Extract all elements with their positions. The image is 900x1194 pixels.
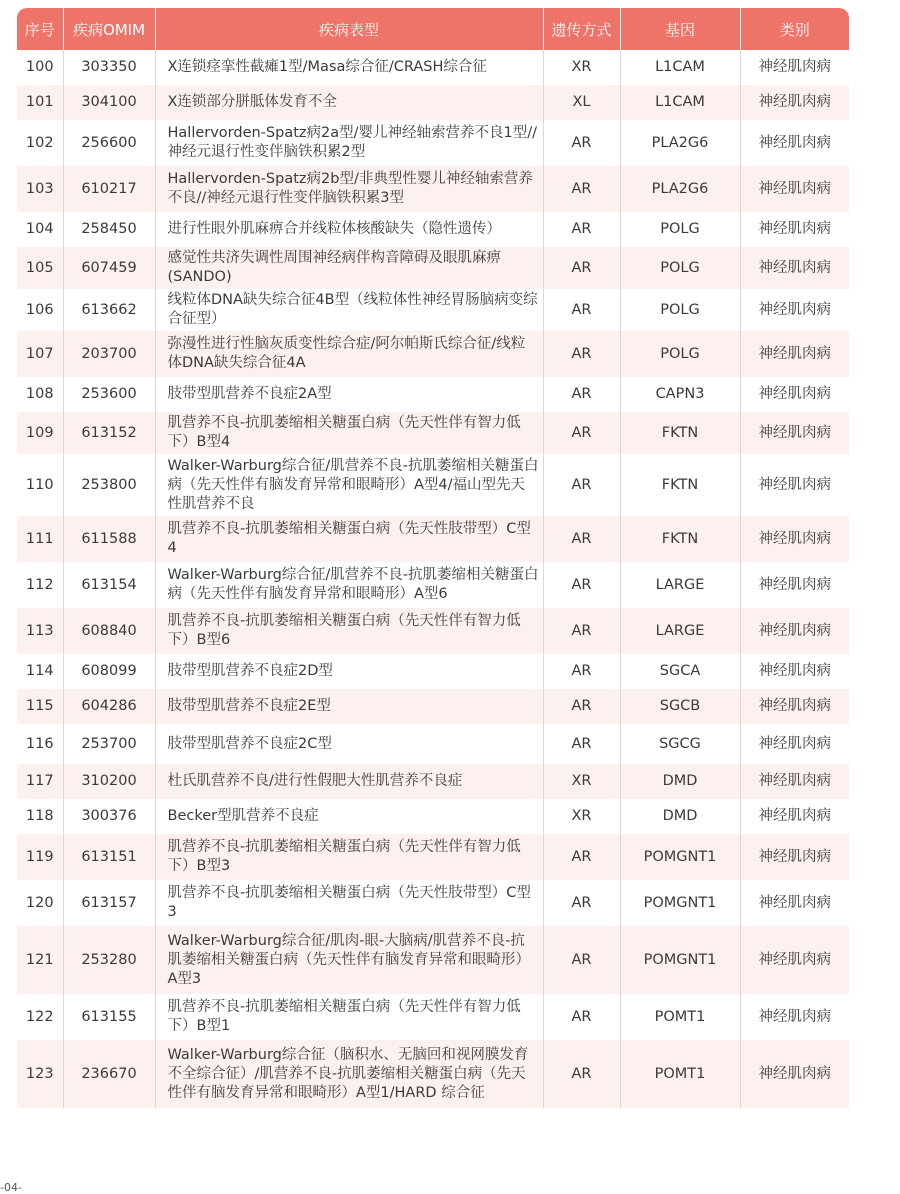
table-row [17, 724, 849, 764]
cell-inheritance: AR [543, 926, 620, 994]
cell-index: 106 [17, 289, 63, 331]
cell-inheritance: AR [543, 834, 620, 880]
table-row [17, 608, 849, 654]
cell-index: 118 [17, 799, 63, 834]
cell-phenotype: 肢带型肌营养不良症2A型 [155, 377, 543, 412]
cell-inheritance: AR [543, 331, 620, 377]
cell-category: 神经肌肉病 [740, 764, 849, 799]
cell-inheritance: AR [543, 412, 620, 454]
header-omim: 疾病OMIM [63, 8, 155, 50]
cell-category: 神经肌肉病 [740, 120, 849, 166]
cell-category: 神经肌肉病 [740, 608, 849, 654]
cell-inheritance: AR [543, 247, 620, 289]
cell-phenotype: 弥漫性进行性脑灰质变性综合症/阿尔帕斯氏综合征/线粒体DNA缺失综合征4A [155, 331, 543, 377]
cell-omim: 253600 [63, 377, 155, 412]
cell-gene: SGCG [620, 724, 740, 764]
cell-inheritance: XR [543, 50, 620, 85]
cell-phenotype: Walker-Warburg综合征/肌营养不良-抗肌萎缩相关糖蛋白病（先天性伴有脑发育异常和眼畸形）A型4/福山型先天性肌营养不良 [155, 454, 543, 516]
cell-category: 神经肌肉病 [740, 377, 849, 412]
cell-gene: PLA2G6 [620, 120, 740, 166]
table-row [17, 247, 849, 289]
cell-index: 115 [17, 689, 63, 724]
cell-category: 神经肌肉病 [740, 212, 849, 247]
table-row [17, 212, 849, 247]
disease-table-container [17, 8, 849, 1108]
cell-gene: POLG [620, 331, 740, 377]
cell-gene: POLG [620, 289, 740, 331]
table-row [17, 880, 849, 926]
cell-gene: POMT1 [620, 994, 740, 1040]
cell-gene: LARGE [620, 608, 740, 654]
cell-phenotype: 进行性眼外肌麻痹合并线粒体核酸缺失（隐性遗传） [155, 212, 543, 247]
cell-index: 108 [17, 377, 63, 412]
cell-omim: 256600 [63, 120, 155, 166]
cell-index: 117 [17, 764, 63, 799]
cell-gene: CAPN3 [620, 377, 740, 412]
header-phenotype: 疾病表型 [155, 8, 543, 50]
cell-gene: FKTN [620, 412, 740, 454]
cell-phenotype: 肌营养不良-抗肌萎缩相关糖蛋白病（先天性伴有智力低下）B型6 [155, 608, 543, 654]
cell-category: 神经肌肉病 [740, 799, 849, 834]
table-row [17, 412, 849, 454]
table-row [17, 454, 849, 516]
cell-index: 123 [17, 1040, 63, 1108]
cell-index: 100 [17, 50, 63, 85]
cell-category: 神经肌肉病 [740, 516, 849, 562]
cell-phenotype: 杜氏肌营养不良/进行性假肥大性肌营养不良症 [155, 764, 543, 799]
cell-index: 102 [17, 120, 63, 166]
cell-inheritance: AR [543, 516, 620, 562]
table-body [17, 50, 849, 1108]
header-row [17, 8, 849, 50]
cell-phenotype: 肌营养不良-抗肌萎缩相关糖蛋白病（先天性伴有智力低下）B型1 [155, 994, 543, 1040]
header-inheritance: 遗传方式 [543, 8, 620, 50]
cell-phenotype: Walker-Warburg综合征（脑积水、无脑回和视网膜发育不全综合征）/肌营养不良-抗肌萎缩相关糖蛋白病（先天性伴有脑发育异常和眼畸形）A型1/HARD 综合征 [155, 1040, 543, 1108]
page-number: -04- [0, 1181, 22, 1194]
cell-phenotype: 肢带型肌营养不良症2C型 [155, 724, 543, 764]
cell-index: 107 [17, 331, 63, 377]
cell-gene: LARGE [620, 562, 740, 608]
cell-omim: 611588 [63, 516, 155, 562]
cell-index: 113 [17, 608, 63, 654]
table-row [17, 689, 849, 724]
cell-inheritance: AR [543, 689, 620, 724]
cell-omim: 300376 [63, 799, 155, 834]
cell-phenotype: X连锁部分胼胝体发育不全 [155, 85, 543, 120]
cell-omim: 610217 [63, 166, 155, 212]
cell-phenotype: Hallervorden-Spatz病2b型/非典型性婴儿神经轴索营养不良//神经元退行性变伴脑铁积累3型 [155, 166, 543, 212]
cell-index: 109 [17, 412, 63, 454]
table-row [17, 377, 849, 412]
cell-phenotype: 线粒体DNA缺失综合征4B型（线粒体性神经胃肠脑病变综合征型） [155, 289, 543, 331]
cell-omim: 253700 [63, 724, 155, 764]
cell-index: 111 [17, 516, 63, 562]
cell-phenotype: 肢带型肌营养不良症2E型 [155, 689, 543, 724]
cell-index: 101 [17, 85, 63, 120]
cell-phenotype: Walker-Warburg综合征/肌营养不良-抗肌萎缩相关糖蛋白病（先天性伴有脑发育异常和眼畸形）A型6 [155, 562, 543, 608]
cell-omim: 613662 [63, 289, 155, 331]
cell-phenotype: 肌营养不良-抗肌萎缩相关糖蛋白病（先天性肢带型）C型4 [155, 516, 543, 562]
cell-gene: POMGNT1 [620, 834, 740, 880]
cell-category: 神经肌肉病 [740, 166, 849, 212]
table-row [17, 50, 849, 85]
cell-omim: 258450 [63, 212, 155, 247]
cell-gene: PLA2G6 [620, 166, 740, 212]
cell-gene: POMGNT1 [620, 926, 740, 994]
header-gene: 基因 [620, 8, 740, 50]
cell-inheritance: AR [543, 120, 620, 166]
cell-omim: 203700 [63, 331, 155, 377]
cell-phenotype: X连锁痉挛性截瘫1型/Masa综合征/CRASH综合征 [155, 50, 543, 85]
cell-omim: 608099 [63, 654, 155, 689]
cell-inheritance: AR [543, 166, 620, 212]
cell-category: 神经肌肉病 [740, 1040, 849, 1108]
cell-category: 神经肌肉病 [740, 289, 849, 331]
cell-category: 神经肌肉病 [740, 562, 849, 608]
cell-index: 105 [17, 247, 63, 289]
cell-category: 神经肌肉病 [740, 689, 849, 724]
cell-inheritance: XR [543, 799, 620, 834]
cell-phenotype: Hallervorden-Spatz病2a型/婴儿神经轴索营养不良1型//神经元退行性变伴脑铁积累2型 [155, 120, 543, 166]
cell-omim: 304100 [63, 85, 155, 120]
cell-gene: L1CAM [620, 50, 740, 85]
cell-gene: POMGNT1 [620, 880, 740, 926]
cell-index: 120 [17, 880, 63, 926]
cell-omim: 303350 [63, 50, 155, 85]
table-row [17, 166, 849, 212]
table-row [17, 994, 849, 1040]
cell-index: 112 [17, 562, 63, 608]
cell-gene: POLG [620, 212, 740, 247]
cell-omim: 253800 [63, 454, 155, 516]
table-row [17, 331, 849, 377]
cell-phenotype: 肢带型肌营养不良症2D型 [155, 654, 543, 689]
cell-phenotype: 感觉性共济失调性周围神经病伴构音障碍及眼肌麻痹(SANDO) [155, 247, 543, 289]
cell-inheritance: AR [543, 608, 620, 654]
table-header [17, 8, 849, 50]
cell-category: 神经肌肉病 [740, 331, 849, 377]
cell-omim: 236670 [63, 1040, 155, 1108]
cell-gene: DMD [620, 799, 740, 834]
cell-index: 121 [17, 926, 63, 994]
cell-gene: FKTN [620, 454, 740, 516]
cell-index: 116 [17, 724, 63, 764]
cell-inheritance: AR [543, 377, 620, 412]
cell-gene: FKTN [620, 516, 740, 562]
cell-inheritance: AR [543, 1040, 620, 1108]
cell-omim: 613157 [63, 880, 155, 926]
cell-inheritance: XR [543, 764, 620, 799]
cell-omim: 613154 [63, 562, 155, 608]
cell-inheritance: XL [543, 85, 620, 120]
cell-omim: 607459 [63, 247, 155, 289]
cell-index: 119 [17, 834, 63, 880]
cell-category: 神经肌肉病 [740, 654, 849, 689]
table-row [17, 120, 849, 166]
cell-inheritance: AR [543, 994, 620, 1040]
header-category: 类别 [740, 8, 849, 50]
cell-inheritance: AR [543, 212, 620, 247]
cell-inheritance: AR [543, 289, 620, 331]
cell-category: 神经肌肉病 [740, 412, 849, 454]
cell-inheritance: AR [543, 454, 620, 516]
cell-category: 神经肌肉病 [740, 724, 849, 764]
cell-category: 神经肌肉病 [740, 454, 849, 516]
cell-gene: SGCA [620, 654, 740, 689]
cell-index: 110 [17, 454, 63, 516]
cell-inheritance: AR [543, 654, 620, 689]
cell-omim: 608840 [63, 608, 155, 654]
cell-gene: POLG [620, 247, 740, 289]
cell-inheritance: AR [543, 880, 620, 926]
cell-category: 神经肌肉病 [740, 85, 849, 120]
cell-omim: 613151 [63, 834, 155, 880]
header-index: 序号 [17, 8, 63, 50]
cell-category: 神经肌肉病 [740, 247, 849, 289]
cell-gene: DMD [620, 764, 740, 799]
cell-gene: SGCB [620, 689, 740, 724]
cell-omim: 613155 [63, 994, 155, 1040]
cell-phenotype: Becker型肌营养不良症 [155, 799, 543, 834]
cell-category: 神经肌肉病 [740, 994, 849, 1040]
table-row [17, 926, 849, 994]
cell-omim: 604286 [63, 689, 155, 724]
table-row [17, 516, 849, 562]
table-row [17, 799, 849, 834]
table-row [17, 1040, 849, 1108]
cell-index: 114 [17, 654, 63, 689]
cell-category: 神经肌肉病 [740, 880, 849, 926]
cell-omim: 310200 [63, 764, 155, 799]
table-row [17, 764, 849, 799]
cell-gene: L1CAM [620, 85, 740, 120]
cell-phenotype: 肌营养不良-抗肌萎缩相关糖蛋白病（先天性肢带型）C型3 [155, 880, 543, 926]
cell-index: 104 [17, 212, 63, 247]
cell-phenotype: 肌营养不良-抗肌萎缩相关糖蛋白病（先天性伴有智力低下）B型4 [155, 412, 543, 454]
cell-index: 103 [17, 166, 63, 212]
cell-category: 神经肌肉病 [740, 50, 849, 85]
cell-gene: POMT1 [620, 1040, 740, 1108]
cell-phenotype: 肌营养不良-抗肌萎缩相关糖蛋白病（先天性伴有智力低下）B型3 [155, 834, 543, 880]
cell-category: 神经肌肉病 [740, 834, 849, 880]
cell-phenotype: Walker-Warburg综合征/肌肉-眼-大脑病/肌营养不良-抗肌萎缩相关糖蛋白病（先天性伴有脑发育异常和眼畸形）A型3 [155, 926, 543, 994]
table-row [17, 85, 849, 120]
cell-index: 122 [17, 994, 63, 1040]
cell-omim: 613152 [63, 412, 155, 454]
table-row [17, 834, 849, 880]
cell-inheritance: AR [543, 724, 620, 764]
table-row [17, 654, 849, 689]
cell-inheritance: AR [543, 562, 620, 608]
disease-table [17, 8, 849, 1108]
cell-category: 神经肌肉病 [740, 926, 849, 994]
cell-omim: 253280 [63, 926, 155, 994]
table-row [17, 289, 849, 331]
table-row [17, 562, 849, 608]
